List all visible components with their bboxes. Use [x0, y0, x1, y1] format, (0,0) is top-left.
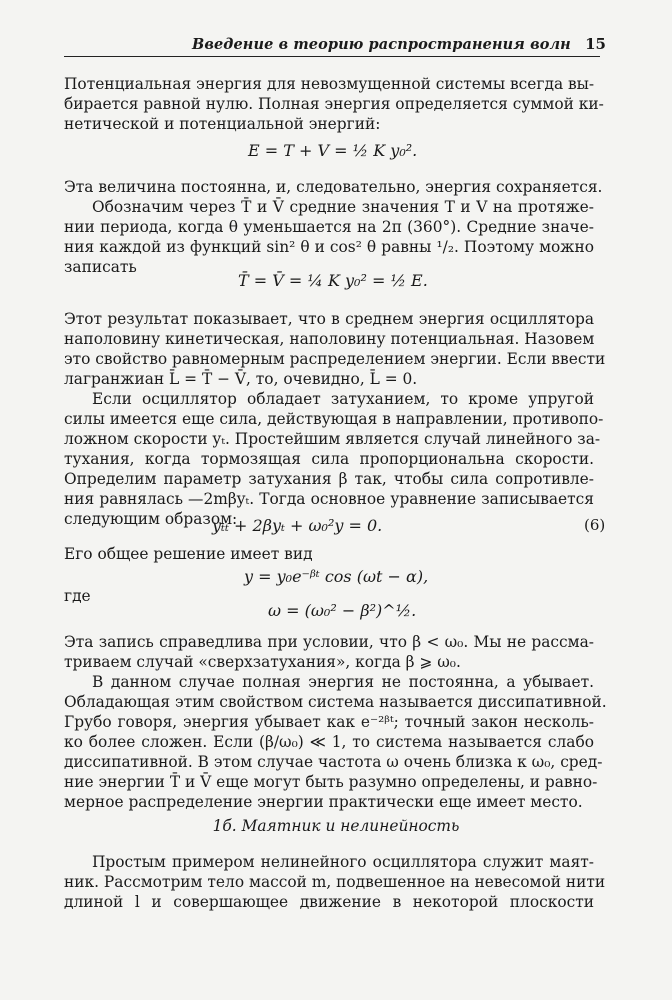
- equation-damped: yₜₜ + 2βyₜ + ω₀²y = 0.: [212, 516, 383, 535]
- text-line: В данном случае полная энергия не постоянна, а убывает.: [92, 673, 594, 691]
- text-line: Его общее решение имеет вид: [64, 545, 313, 563]
- text-line: ко более сложен. Если (β/ω₀) ≪ 1, то система называется слабо: [64, 733, 594, 751]
- text-line: бирается равной нулю. Полная энергия определяется суммой ки-: [64, 95, 604, 113]
- text-line: следующим образом:: [64, 510, 238, 528]
- text-line: ния каждой из функций sin² θ и cos² θ равны ¹/₂. Поэтому можно: [64, 238, 594, 256]
- text-line: ние энергии T̄ и V̄ еще могут быть разумно определены, и равно-: [64, 773, 598, 791]
- text-line: Потенциальная энергия для невозмущенной системы всегда вы-: [64, 75, 595, 93]
- text-line: ник. Рассмотрим тело массой m, подвешенное на невесомой нити: [64, 873, 606, 891]
- text-line: мерное распределение энергии практически еще имеет место.: [64, 793, 583, 811]
- text-line: Эта запись справедлива при условии, что β < ω₀. Мы не рассма-: [64, 633, 594, 651]
- page-header: [64, 34, 606, 57]
- equation-number: (6): [584, 516, 606, 534]
- equation-energy: E = T + V = ½ K y₀².: [248, 141, 418, 160]
- text-line: Эта величина постоянна, и, следовательно, энергия сохраняется.: [64, 178, 603, 196]
- text-line: записать: [64, 258, 137, 276]
- text-line: лагранжиан L̄ = T̄ − V̄, то, очевидно, L̄ = 0.: [64, 370, 418, 388]
- equation-frequency: ω = (ω₀² − β²)^½.: [268, 601, 417, 620]
- text-line: длиной l и совершающее движение в некоторой плоскости: [64, 893, 594, 911]
- text-line: Этот результат показывает, что в среднем энергия осциллятора: [64, 310, 594, 328]
- text-line: Простым примером нелинейного осциллятора служит маят-: [92, 853, 594, 871]
- text-line: триваем случай «сверхзатухания», когда β ⩾ ω₀.: [64, 653, 461, 671]
- text-line: Грубо говоря, энергия убывает как e⁻²ᵝᵗ; точный закон несколь-: [64, 713, 594, 731]
- where-word: где: [64, 587, 91, 605]
- text-line: это свойство равномерным распределением энергии. Если ввести: [64, 350, 606, 368]
- text-line: Определим параметр затухания β так, чтобы сила сопротивле-: [64, 470, 594, 488]
- text-line: ния равнялась —2mβyₜ. Тогда основное уравнение записывается: [64, 490, 594, 508]
- text-line: Обладающая этим свойством система называется диссипативной.: [64, 693, 607, 711]
- text-line: Если осциллятор обладает затуханием, то кроме упругой: [92, 390, 594, 408]
- equation-mean-energy: T̄ = V̄ = ¼ K y₀² = ½ E.: [238, 271, 428, 290]
- text-line: ложном скорости yₜ. Простейшим является случай линейного за-: [64, 430, 601, 448]
- text-line: тухания, когда тормозящая сила пропорциональна скорости.: [64, 450, 594, 468]
- equation-solution: y = y₀e⁻ᵝᵗ cos (ωt − α),: [244, 567, 429, 586]
- running-title: Введение в теорию распространения волн: [192, 36, 571, 53]
- text-line: силы имеется еще сила, действующая в направлении, противопо-: [64, 410, 604, 428]
- section-heading: 1б. Маятник и нелинейность: [212, 817, 460, 835]
- text-line: нетической и потенциальной энергий:: [64, 115, 381, 133]
- text-line: Обозначим через T̄ и V̄ средние значения T и V на протяже-: [92, 198, 594, 216]
- text-line: диссипативной. В этом случае частота ω очень близка к ω₀, сред-: [64, 753, 603, 771]
- text-line: наполовину кинетическая, наполовину потенциальная. Назовем: [64, 330, 595, 348]
- text-line: нии периода, когда θ уменьшается на 2π (360°). Средние значе-: [64, 218, 594, 236]
- page-number: 15: [585, 35, 606, 53]
